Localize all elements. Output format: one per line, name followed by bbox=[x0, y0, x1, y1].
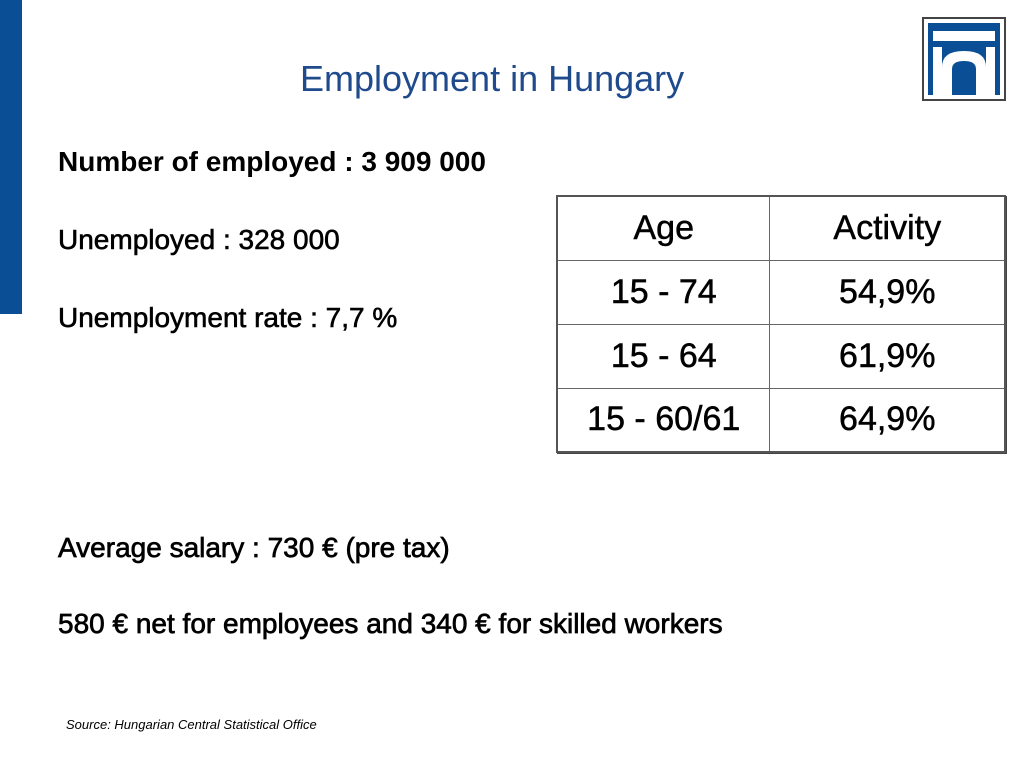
table-cell-age: 15 - 64 bbox=[557, 324, 770, 388]
table-cell-activity: 54,9% bbox=[770, 260, 1005, 324]
source-note: Source: Hungarian Central Statistical Office bbox=[66, 717, 317, 732]
unemployed-count-text: Unemployed : 328 000 bbox=[58, 224, 340, 255]
table-row bbox=[557, 260, 1005, 324]
bridge-arch-logo-icon bbox=[922, 17, 1006, 101]
slide-title: Employment in Hungary bbox=[300, 58, 685, 99]
employed-count-text: Number of employed : 3 909 000 bbox=[58, 146, 486, 177]
table-row bbox=[557, 324, 1005, 388]
table-cell-activity: 61,9% bbox=[770, 324, 1005, 388]
activity-table bbox=[556, 195, 1006, 453]
net-salary-text: 580 € net for employees and 340 € for skilled workers bbox=[58, 608, 723, 639]
left-accent-bar bbox=[0, 0, 22, 314]
table-cell-activity: 64,9% bbox=[770, 388, 1005, 452]
table-header-row bbox=[557, 196, 1005, 260]
table-cell-age: 15 - 60/61 bbox=[557, 388, 770, 452]
table-cell-age: 15 - 74 bbox=[557, 260, 770, 324]
table-header-activity: Activity bbox=[770, 196, 1005, 260]
average-salary-text: Average salary : 730 € (pre tax) bbox=[58, 532, 450, 563]
table-row bbox=[557, 388, 1005, 452]
unemployment-rate-text: Unemployment rate : 7,7 % bbox=[58, 302, 398, 333]
table-header-age: Age bbox=[557, 196, 770, 260]
